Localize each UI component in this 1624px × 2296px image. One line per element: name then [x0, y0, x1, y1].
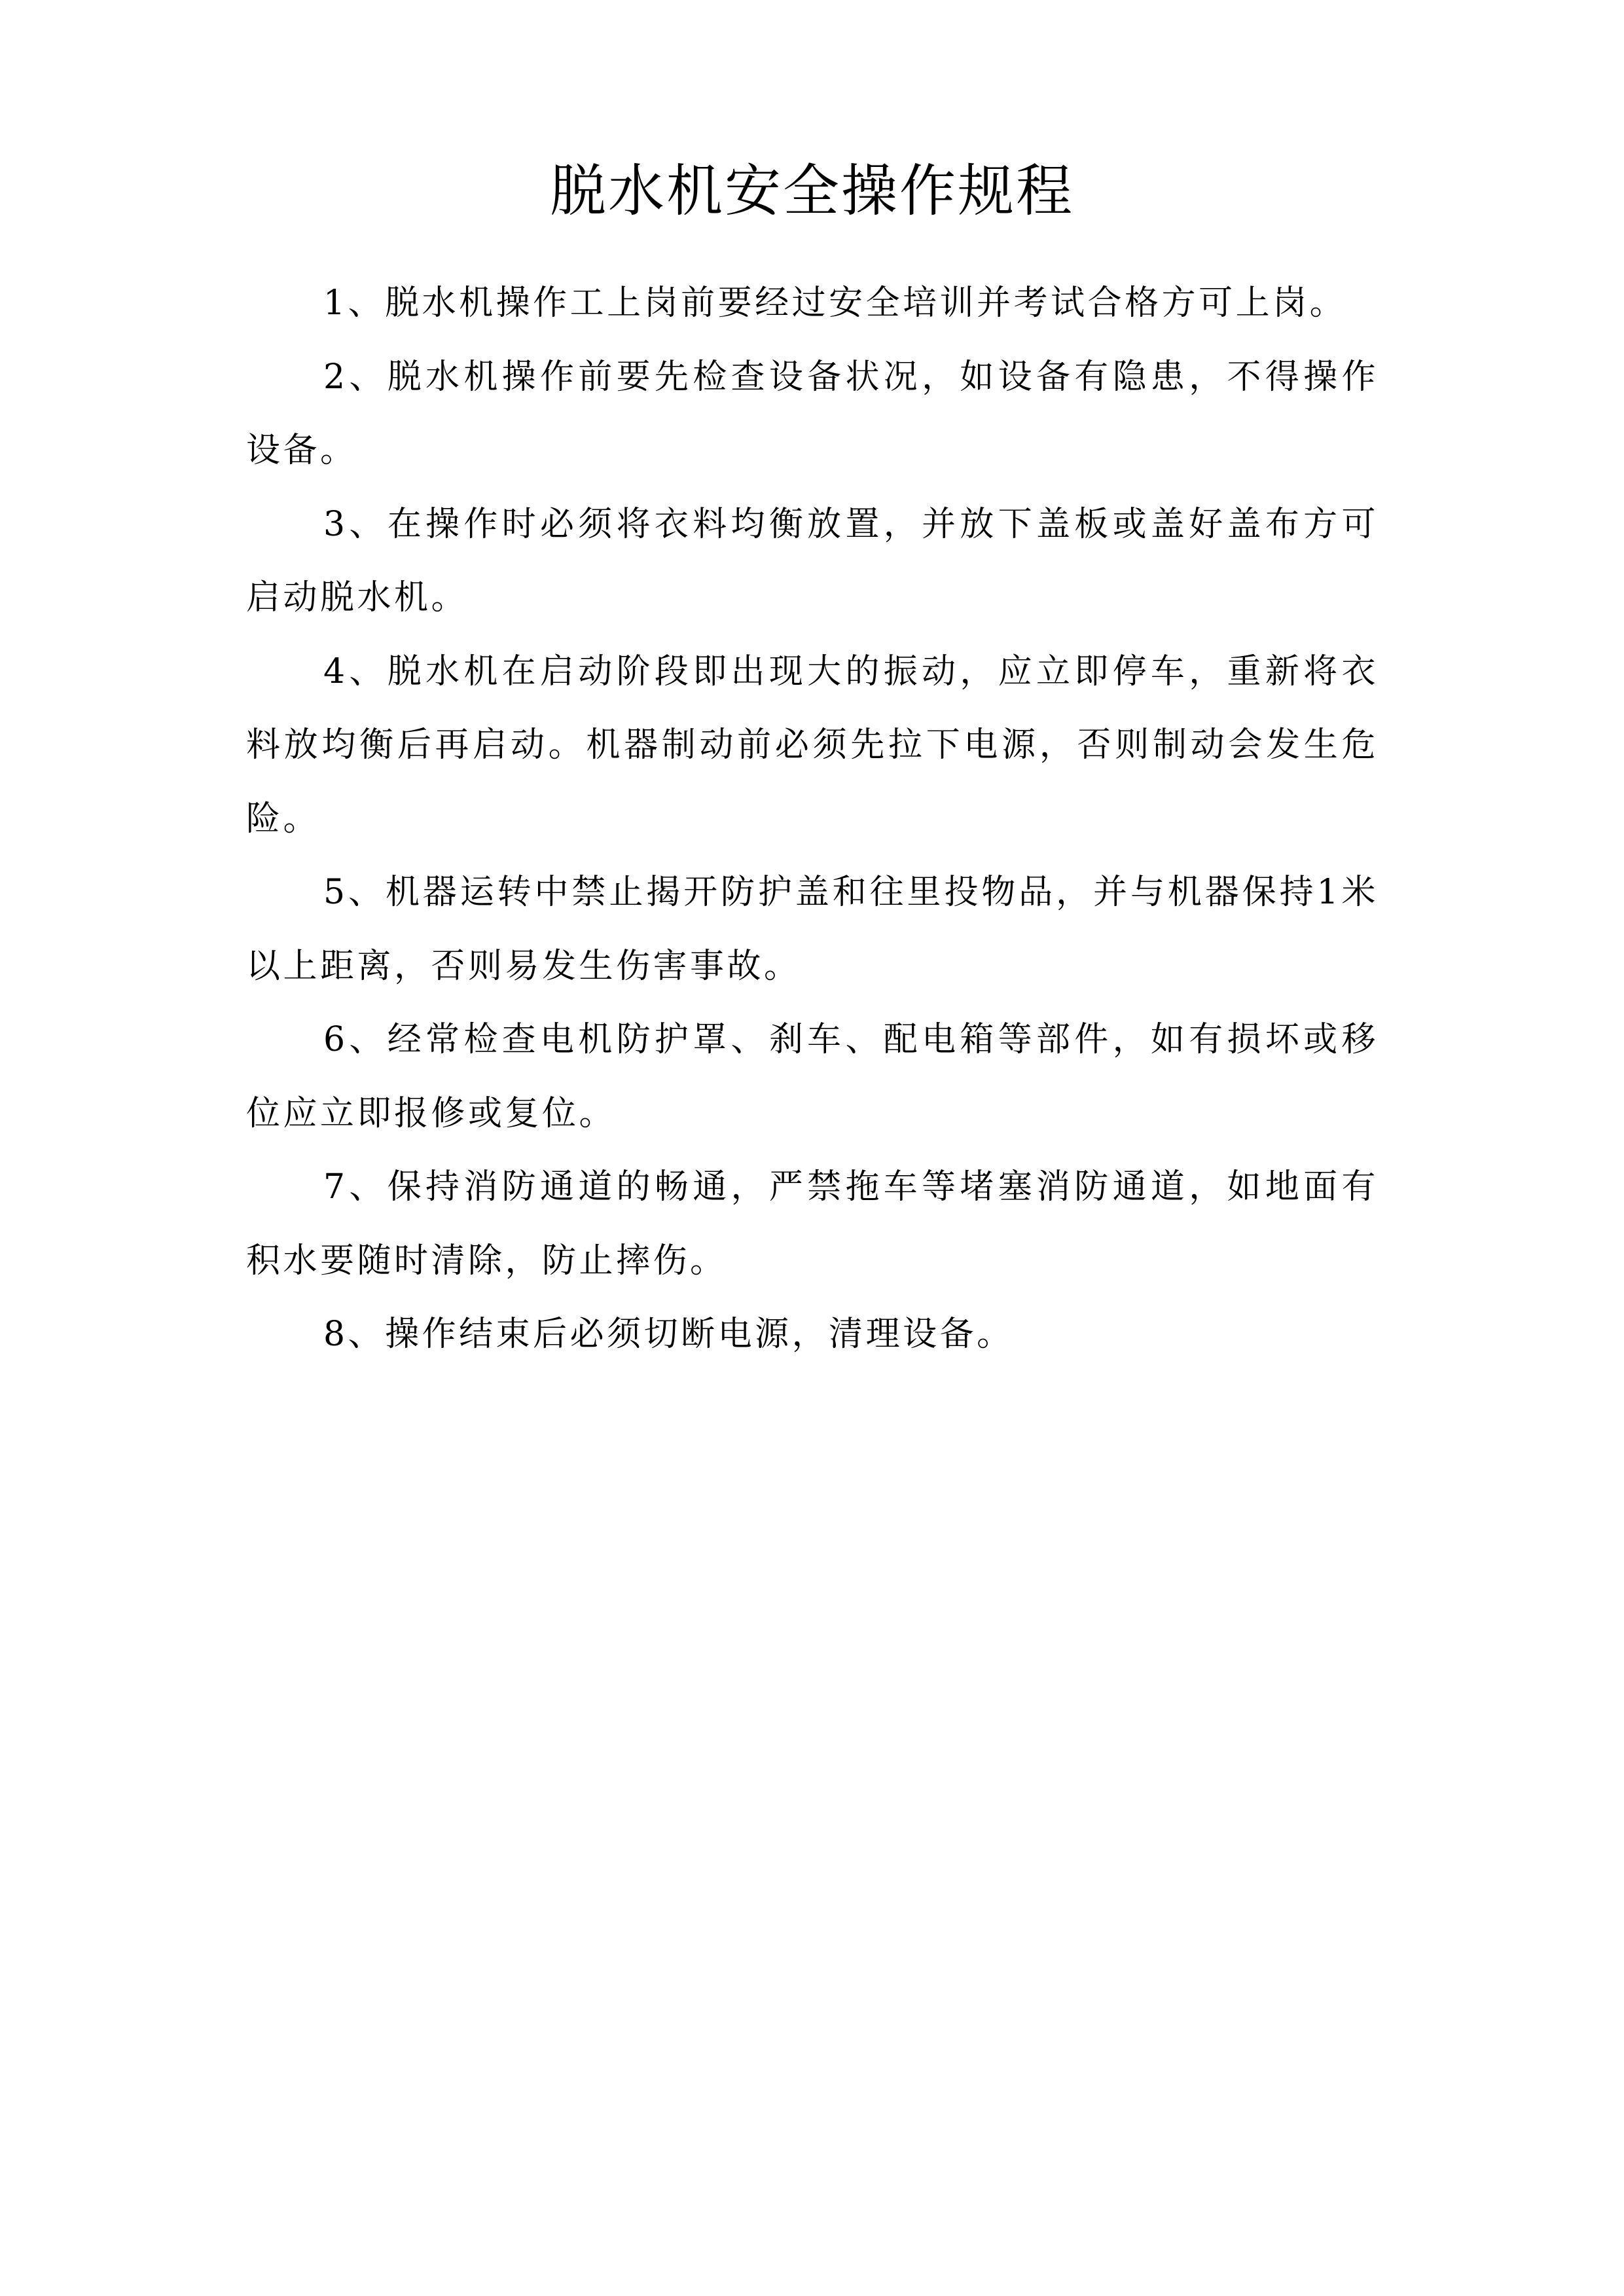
rule-item-7: 7、保持消防通道的畅通，严禁拖车等堵塞消防通道，如地面有积水要随时清除，防止摔伤。	[246, 1167, 1379, 1281]
rule-item-4: 4、脱水机在启动阶段即出现大的振动，应立即停车，重新将衣料放均衡后再启动。机器制动前必须先拉下电源，否则制动会发生危险。	[246, 651, 1379, 839]
rule-item-1: 1、脱水机操作工上岗前要经过安全培训并考试合格方可上岗。	[323, 283, 1347, 323]
rule-item-5: 5、机器运转中禁止揭开防护盖和往里投物品，并与机器保持1米以上距离，否则易发生伤害事故。	[246, 873, 1379, 986]
rule-item-6: 6、经常检查电机防护罩、刹车、配电箱等部件，如有损坏或移位应立即报修或复位。	[246, 1020, 1379, 1133]
rule-item-3: 3、在操作时必须将衣料均衡放置，并放下盖板或盖好盖布方可启动脱水机。	[246, 504, 1379, 617]
rule-item-8: 8、操作结束后必须切断电源，清理设备。	[323, 1315, 1014, 1354]
rule-item-2: 2、脱水机操作前要先检查设备状况，如设备有隐患，不得操作设备。	[246, 357, 1379, 470]
page-title: 脱水机安全操作规程	[550, 158, 1074, 224]
rules-list	[246, 266, 1379, 1372]
